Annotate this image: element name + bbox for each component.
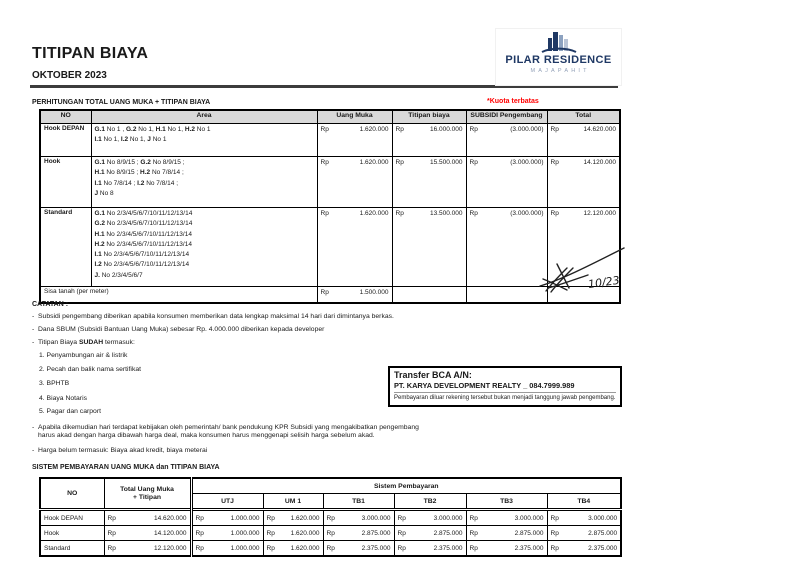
amount-wrap: Rp 1.620.000 [266, 514, 320, 522]
col-header-total-line1: Total Uang Muka [120, 485, 174, 493]
amount-cell [394, 526, 466, 541]
footer-label-cell: Sisa tanah (per meter) [40, 287, 317, 304]
pricing-row [40, 124, 620, 157]
col-header-utj: UTJ [191, 494, 263, 510]
col-header-area: Area [91, 110, 317, 124]
amount-wrap: Rp 2.375.000 [469, 544, 544, 552]
amount-cell [317, 208, 392, 287]
group-header-sistem-pembayaran: Sistem Pembayaran [191, 478, 621, 494]
signature-date: 10/23 [587, 273, 621, 292]
amount-wrap: Rp 15.500.000 [395, 159, 463, 166]
amount-cell [394, 510, 466, 526]
note-text: 2. Pecah dan balik nama sertifikat [39, 365, 142, 373]
amount-cell [191, 510, 263, 526]
note-item [32, 352, 464, 361]
amount-cell [263, 510, 323, 526]
note-text: Apabila dikemudian hari terdapat kebijakan oleh pemerintah/ bank pendukung KPR Subsidi yang mengakibatkan pengembang harus akad dengan harga dibawah harga deal, maka konsumen harus menggenapi selisih harga sebelum akad. [38, 423, 419, 440]
note-item [32, 326, 464, 335]
notes-title: CATATAN : [32, 301, 69, 308]
amount-wrap: Rp 12.120.000 [550, 210, 616, 217]
amount-wrap: Rp 2.875.000 [326, 529, 391, 537]
logo-name: PILAR RESIDENCE [505, 54, 612, 66]
note-text: 3. BPHTB [39, 380, 70, 388]
area-line: I.1 No 2/3/4/5/6/7/10/11/12/13/14 [94, 251, 190, 259]
category-cell: Hook [40, 526, 104, 541]
amount-cell [466, 208, 547, 287]
category-cell: Standard [40, 208, 91, 287]
amount-wrap: Rp 14.620.000 [107, 514, 187, 522]
area-cell [91, 157, 317, 208]
area-line: H.1 No 2/3/4/5/6/7/10/11/12/13/14 [94, 230, 192, 238]
pricing-table-header-row [40, 110, 620, 124]
amount-wrap: Rp 1.620.000 [266, 544, 320, 552]
amount-cell [317, 157, 392, 208]
note-item [32, 424, 434, 441]
col-header-no: NO [40, 478, 104, 510]
col-header-total [104, 478, 191, 510]
col-header-total-line2: + Titipan [132, 493, 161, 501]
amount-wrap: Rp 3.000.000 [469, 514, 544, 522]
logo-subname: MAJAPAHIT [530, 68, 590, 74]
amount-cell [263, 541, 323, 557]
amount-wrap: Rp 2.875.000 [397, 529, 463, 537]
amount-wrap: Rp 1.620.000 [320, 126, 389, 133]
note-item [32, 447, 464, 456]
col-header-tb3: TB3 [466, 494, 547, 510]
amount-wrap: Rp 1.620.000 [320, 159, 389, 166]
area-line: H.1 No 8/9/15 ; H.2 No 7/8/14 ; [94, 169, 184, 177]
schedule-row [40, 541, 621, 557]
amount-wrap: Rp 1.500.000 [320, 289, 389, 296]
amount-wrap: Rp (3.000.000) [469, 159, 544, 166]
signature-scribble [536, 235, 628, 295]
amount-wrap: Rp 12.120.000 [107, 544, 187, 552]
amount-cell [104, 526, 191, 541]
amount-wrap: Rp 1.620.000 [320, 210, 389, 217]
amount-wrap: Rp (3.000.000) [469, 210, 544, 217]
amount-cell [104, 541, 191, 557]
amount-cell [547, 526, 621, 541]
amount-cell [466, 510, 547, 526]
amount-cell [323, 541, 394, 557]
pricing-row [40, 157, 620, 208]
area-line: I.2 No 2/3/4/5/6/7/10/11/12/13/14 [94, 261, 190, 269]
area-line: G.1 No 1 , G.2 No 1, H.1 No 1, H.2 No 1 [94, 126, 211, 133]
amount-cell [191, 541, 263, 557]
dash-marker: - [32, 339, 35, 347]
amount-wrap: Rp 2.375.000 [397, 544, 463, 552]
category-cell: Hook DEPAN [40, 510, 104, 526]
pricing-row [40, 208, 620, 287]
amount-cell [466, 526, 547, 541]
amount-cell [547, 124, 620, 157]
dash-marker: - [32, 326, 35, 334]
amount-cell [466, 124, 547, 157]
area-line: G.2 No 2/3/4/5/6/7/10/11/12/13/14 [94, 220, 193, 228]
amount-cell [394, 541, 466, 557]
dash-marker: - [32, 423, 35, 431]
schedule-row [40, 526, 621, 541]
amount-cell [104, 510, 191, 526]
dash-marker: - [32, 313, 35, 320]
col-header-subsidi: SUBSIDI Pengembang [466, 110, 547, 124]
amount-wrap: Rp 2.375.000 [326, 544, 391, 552]
area-line: G.1 No 2/3/4/5/6/7/10/11/12/13/14 [94, 210, 193, 217]
note-text: 5. Pagar dan carport [39, 408, 101, 416]
note-text: Subsidi pengembang diberikan apabila konsumen memberikan data lengkap maksimal 14 hari dari dimintanya berkas. [38, 313, 394, 320]
amount-cell [323, 526, 394, 541]
col-header-tb4: TB4 [547, 494, 621, 510]
area-line: H.2 No 2/3/4/5/6/7/10/11/12/13/14 [94, 240, 192, 248]
amount-wrap: Rp 3.000.000 [397, 514, 463, 522]
section2-title: SISTEM PEMBAYARAN UANG MUKA dan TITIPAN BIAYA [32, 464, 220, 471]
amount-wrap: Rp 13.500.000 [395, 210, 463, 217]
page-subtitle: OKTOBER 2023 [32, 70, 107, 81]
transfer-account: PT. KARYA DEVELOPMENT REALTY _ 084.7999.989 [394, 381, 616, 393]
category-cell: Hook DEPAN [40, 124, 91, 157]
note-text: Titipan Biaya SUDAH termasuk: [38, 339, 135, 347]
amount-wrap: Rp 14.620.000 [550, 126, 616, 133]
area-line: G.1 No 8/9/15 ; G.2 No 8/9/15 ; [94, 159, 185, 166]
category-cell: Standard [40, 541, 104, 557]
amount-wrap: Rp 2.375.000 [550, 544, 618, 552]
col-header-total: Total [547, 110, 620, 124]
amount-wrap: Rp 16.000.000 [395, 126, 463, 133]
amount-cell [547, 510, 621, 526]
amount-wrap: Rp 2.875.000 [550, 529, 618, 537]
amount-cell [317, 124, 392, 157]
pricing-table [39, 109, 621, 304]
note-text: 4. Biaya Notaris [39, 394, 87, 402]
schedule-row [40, 510, 621, 526]
note-text: Dana SBUM (Subsidi Bantuan Uang Muka) sebesar Rp. 4.000.000 diberikan kepada developer [38, 326, 325, 334]
buildings-icon [539, 29, 579, 54]
page-title: TITIPAN BIAYA [32, 45, 149, 62]
amount-cell [466, 157, 547, 208]
note-item [32, 408, 464, 417]
col-header-tb2: TB2 [394, 494, 466, 510]
area-line: J. No 2/3/4/5/6/7 [94, 271, 143, 279]
area-line: I.1 No 7/8/14 ; I.2 No 7/8/14 ; [94, 179, 178, 187]
amount-wrap: Rp 1.000.000 [195, 529, 260, 537]
amount-cell [547, 541, 621, 557]
schedule-header-row-1 [40, 478, 621, 494]
amount-wrap: Rp 1.000.000 [195, 514, 260, 522]
amount-cell [392, 157, 466, 208]
amount-cell [466, 287, 547, 304]
amount-wrap: Rp (3.000.000) [469, 126, 544, 133]
amount-wrap: Rp 3.000.000 [326, 514, 391, 522]
amount-wrap: Rp 2.875.000 [469, 529, 544, 537]
area-line: J No 8 [94, 189, 114, 197]
area-cell [91, 208, 317, 287]
amount-wrap: Rp 1.620.000 [266, 529, 320, 537]
note-item [32, 339, 464, 348]
amount-cell [466, 541, 547, 557]
transfer-note: Pembayaran diluar rekening tersebut bukan menjadi tanggung jawab pengembang. [394, 395, 616, 401]
amount-cell [323, 510, 394, 526]
col-header-uangmuka: Uang Muka [317, 110, 392, 124]
amount-cell [392, 208, 466, 287]
kuota-note: *Kuota terbatas [487, 98, 539, 105]
amount-wrap: Rp 3.000.000 [550, 514, 618, 522]
category-cell: Hook [40, 157, 91, 208]
company-logo [495, 28, 622, 86]
col-header-no: NO [40, 110, 91, 124]
col-header-tb1: TB1 [323, 494, 394, 510]
transfer-title: Transfer BCA A/N: [394, 370, 472, 380]
note-item [32, 313, 464, 322]
amount-wrap: Rp 14.120.000 [550, 159, 616, 166]
amount-cell [191, 526, 263, 541]
dash-marker: - [32, 447, 35, 455]
amount-wrap: Rp 1.000.000 [195, 544, 260, 552]
amount-wrap: Rp 14.120.000 [107, 529, 187, 537]
area-cell [91, 124, 317, 157]
payment-schedule-table [39, 477, 622, 557]
col-header-um1: UM 1 [263, 494, 323, 510]
section1-title: PERHITUNGAN TOTAL UANG MUKA + TITIPAN BIAYA [32, 99, 211, 106]
area-line: I.1 No 1, I.2 No 1, J No 1 [94, 136, 167, 144]
amount-cell [263, 526, 323, 541]
note-text: Harga belum termasuk: Biaya akad kredit, biaya meterai [38, 447, 208, 455]
amount-cell [392, 124, 466, 157]
transfer-info-box [388, 366, 622, 407]
note-text: 1. Penyambungan air & listrik [39, 352, 128, 360]
col-header-titipan: Titipan biaya [392, 110, 466, 124]
amount-cell [547, 157, 620, 208]
